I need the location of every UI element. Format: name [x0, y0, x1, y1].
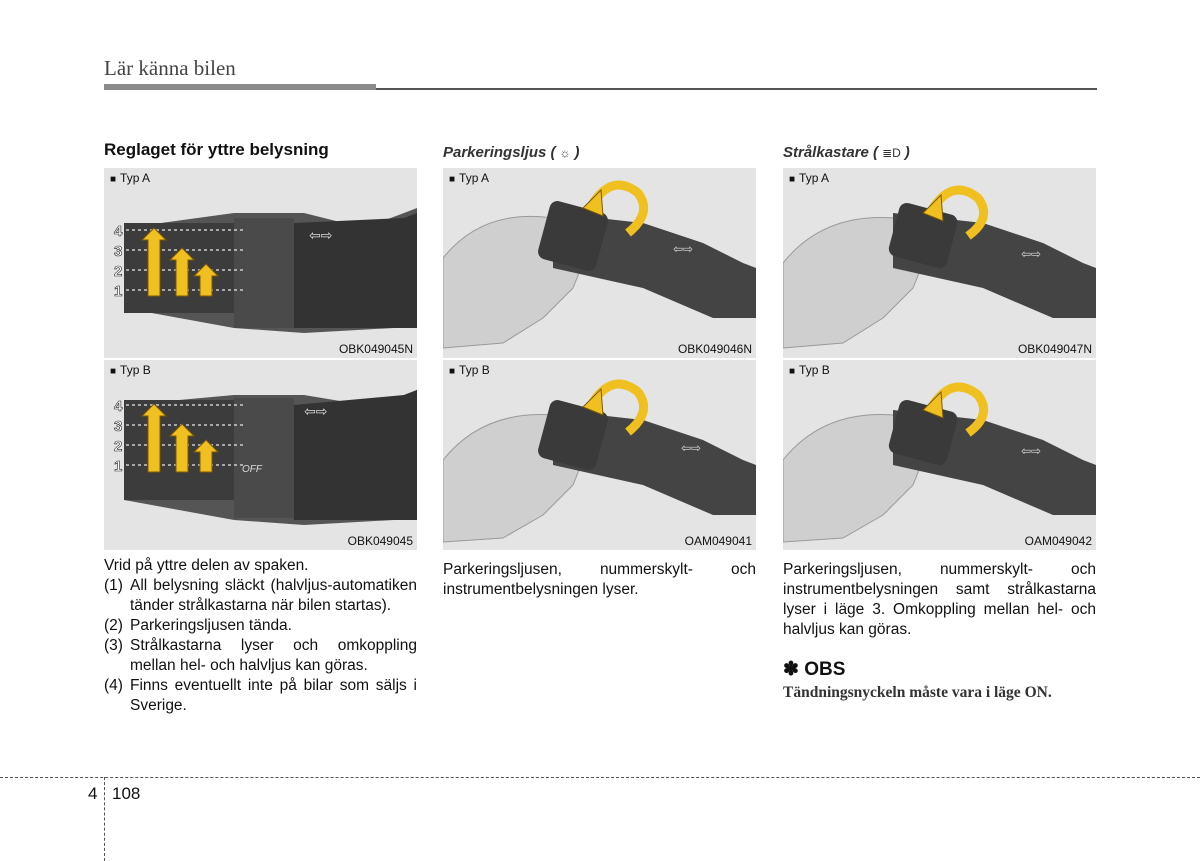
- note-title: ✽ OBS: [783, 659, 846, 680]
- description-text: Parkeringsljusen, nummerskylt- och instrumentbelysningen lyser.: [443, 561, 756, 598]
- position-label-1: 1: [114, 283, 123, 300]
- section-title: Parkeringsljus ( ☼ ): [443, 140, 756, 168]
- figure-type-a: [783, 168, 1096, 358]
- figure-type-label: Typ A: [459, 171, 490, 185]
- parking-light-icon: ☼: [559, 146, 571, 160]
- figure-code: OBK049045: [347, 534, 413, 548]
- svg-text:⇦⇨: ⇦⇨: [681, 441, 702, 455]
- figure-type-label: Typ B: [120, 363, 151, 377]
- figure-code: OBK049046N: [677, 342, 752, 356]
- footer-rule: [0, 777, 1200, 778]
- figure-type-label: Typ A: [120, 171, 151, 185]
- off-marking: OFF: [242, 464, 262, 475]
- square-bullet-icon: ■: [449, 366, 456, 377]
- figure-code: OAM049041: [684, 534, 752, 548]
- light-stalk-illustration: [104, 168, 417, 358]
- list-item: (3) Strålkastarna lyser och omkoppling mellan hel- och halvljus kan göras.: [104, 637, 417, 674]
- figure-code: OBK049045N: [338, 342, 413, 356]
- figure-type-a: [443, 168, 756, 358]
- headlight-icon: ≣D: [882, 146, 901, 160]
- hand-turning-stalk-illustration: [443, 360, 756, 550]
- figure-type-a: [104, 168, 417, 358]
- column-parking-lights: [443, 140, 756, 600]
- position-label-3: 3: [114, 418, 123, 435]
- header-rule-thin: [376, 88, 1097, 90]
- svg-text:⇦⇨: ⇦⇨: [304, 404, 328, 420]
- list-item: (4) Finns eventuellt inte på bilar som säljs i Sverige.: [104, 677, 417, 714]
- square-bullet-icon: ■: [789, 366, 796, 377]
- figure-code: OBK049047N: [1017, 342, 1092, 356]
- list-item: (1) All belysning släckt (halvljus-automatiken tänder strålkastarna när bilen startas).: [104, 577, 417, 614]
- position-label-4: 4: [114, 223, 123, 240]
- square-bullet-icon: ■: [110, 366, 117, 377]
- chapter-header-title: Lär känna bilen: [104, 56, 236, 80]
- position-label-2: 2: [114, 438, 123, 455]
- position-label-4: 4: [114, 398, 123, 415]
- svg-text:⇦⇨: ⇦⇨: [1021, 247, 1042, 261]
- description-text: Parkeringsljusen, nummerskylt- och instrumentbelysningen samt strålkastarna lyser i läge 3. Omkoppling mellan hel- och halvljus kan göras.: [783, 561, 1096, 638]
- square-bullet-icon: ■: [789, 174, 796, 185]
- svg-text:⇦⇨: ⇦⇨: [1021, 444, 1042, 458]
- light-stalk-illustration: [104, 360, 417, 550]
- figure-type-label: Typ B: [459, 363, 490, 377]
- figure-type-b: [783, 360, 1096, 550]
- figure-code: OAM049042: [1024, 534, 1092, 548]
- section-title: Strålkastare ( ≣D ): [783, 140, 1096, 168]
- position-label-1: 1: [114, 458, 123, 475]
- section-title: Reglaget för yttre belysning: [104, 140, 329, 159]
- note-text: Tändningsnyckeln måste vara i läge ON.: [783, 684, 1052, 701]
- hand-turning-stalk-illustration: [783, 360, 1096, 550]
- square-bullet-icon: ■: [449, 174, 456, 185]
- svg-text:⇦⇨: ⇦⇨: [673, 242, 694, 256]
- column-stalk-overview: [104, 140, 417, 716]
- page-number: 108: [112, 784, 141, 803]
- list-item: (2) Parkeringsljusen tända.: [104, 617, 292, 634]
- figure-type-label: Typ A: [799, 171, 830, 185]
- position-label-2: 2: [114, 263, 123, 280]
- square-bullet-icon: ■: [110, 174, 117, 185]
- position-label-3: 3: [114, 243, 123, 260]
- hand-turning-stalk-illustration: [443, 168, 756, 358]
- figure-type-b: [443, 360, 756, 550]
- figure-type-label: Typ B: [799, 363, 830, 377]
- header-rule-thick: [104, 84, 376, 90]
- column-headlights: [783, 140, 1096, 703]
- footer-divider: [104, 777, 105, 861]
- figure-type-b: [104, 360, 417, 550]
- intro-text: Vrid på yttre delen av spaken.: [104, 557, 309, 574]
- position-list: [104, 576, 417, 716]
- svg-text:⇦⇨: ⇦⇨: [309, 228, 333, 244]
- chapter-number: 4: [88, 784, 98, 803]
- hand-turning-stalk-illustration: [783, 168, 1096, 358]
